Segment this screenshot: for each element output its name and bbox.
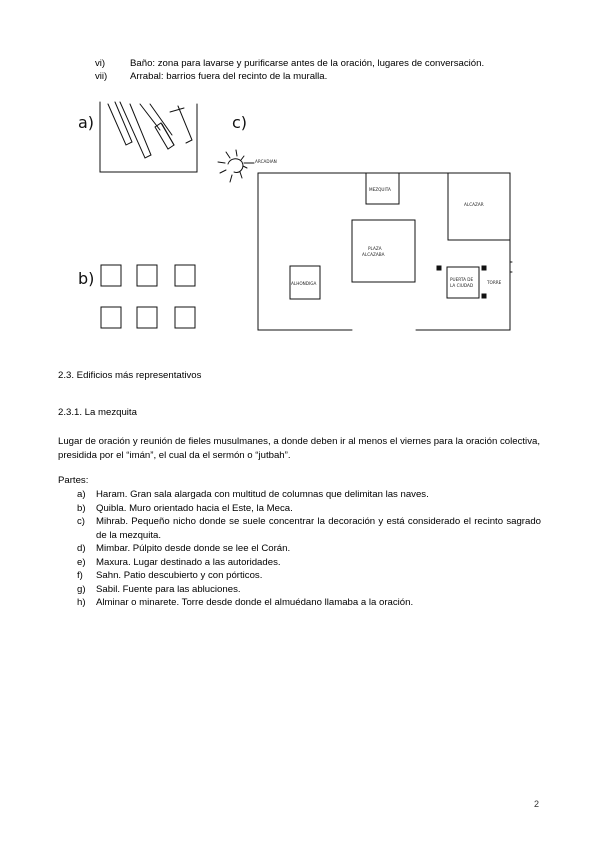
- list-item-text: Mihrab. Pequeño nicho donde se suele concentrar la decoración y está considerado el recinto sagrado de la mezquita.: [96, 516, 541, 541]
- list-item-number: vi): [95, 58, 106, 69]
- list-item-text: Sabil. Fuente para las abluciones.: [96, 583, 241, 595]
- list-item-text: Haram. Gran sala alargada con multitud de columnas que delimitan las naves.: [96, 489, 429, 500]
- list-item-number: vii): [95, 71, 108, 82]
- center-box-label-1: PLAZA: [368, 246, 382, 251]
- list-item-text: Sahn. Patio descubierto y con pórticos.: [96, 570, 263, 581]
- list-item-letter: c): [77, 516, 85, 527]
- sketch-a-drawing: [100, 102, 197, 172]
- list-item-letter: h): [77, 597, 86, 608]
- list-item-text: Baño: zona para lavarse y purificarse antes de la oración, lugares de conversación.: [130, 58, 485, 69]
- parts-list: [77, 488, 541, 610]
- intro-paragraph: Lugar de oración y reunión de fieles musulmanes, a donde deben ir al menos el viernes para la oración colectiva, presidida por el “imán”, el cual da el sermón o “jutbah”.: [58, 436, 540, 461]
- list-item: [77, 583, 541, 597]
- gate-side-label: TORRE: [487, 280, 502, 285]
- list-item-text: Maxura. Lugar destinado a las autoridades.: [96, 556, 281, 568]
- list-item-text: Arrabal: barrios fuera del recinto de la muralla.: [130, 71, 328, 82]
- list-item: [77, 596, 541, 610]
- subsection-title: 2.3.1. La mezquita: [58, 407, 137, 418]
- list-item: [77, 515, 541, 542]
- list-item: [77, 556, 541, 570]
- center-box-label-2: ALCAZABA: [362, 252, 385, 257]
- city-plan: [258, 173, 512, 330]
- sun-icon: [218, 150, 254, 182]
- list-item-letter: d): [77, 543, 86, 554]
- list-item-text: Alminar o minarete. Torre desde donde el almuédano llamaba a la oración.: [96, 597, 414, 608]
- sketch-label-a: a): [78, 113, 95, 132]
- sketch-label-b: b): [78, 269, 95, 288]
- sketch-label-c: c): [232, 113, 248, 132]
- section-title: 2.3. Edificios más representativos: [58, 370, 202, 381]
- gate-box-label-1: PUERTA DE: [450, 277, 474, 282]
- gate-box-label-2: LA CIUDAD: [450, 283, 474, 288]
- page-number: 2: [534, 799, 540, 809]
- partes-label: Partes:: [58, 475, 89, 486]
- list-item: [77, 569, 541, 583]
- list-item-letter: b): [77, 502, 86, 514]
- list-item-letter: g): [77, 583, 86, 595]
- list-item-letter: f): [77, 570, 83, 581]
- list-item: [77, 502, 541, 516]
- sun-label: ARCADIAN: [255, 159, 277, 164]
- city-sketch: [0, 0, 600, 350]
- list-item-letter: e): [77, 556, 86, 568]
- list-item-text: Quibla. Muro orientado hacia el Este, la Meca.: [96, 502, 293, 514]
- list-item-letter: a): [77, 489, 86, 500]
- list-item: [77, 488, 541, 502]
- right-box-label: ALCAZAR: [464, 202, 484, 207]
- sketch-b-squares: [101, 265, 195, 328]
- left-box-label: ALHONDIGA: [291, 281, 317, 286]
- list-item-text: Mimbar. Púlpito desde donde se lee el Corán.: [96, 543, 291, 554]
- list-item: [77, 542, 541, 556]
- top-box-label: MEZQUITA: [369, 187, 391, 192]
